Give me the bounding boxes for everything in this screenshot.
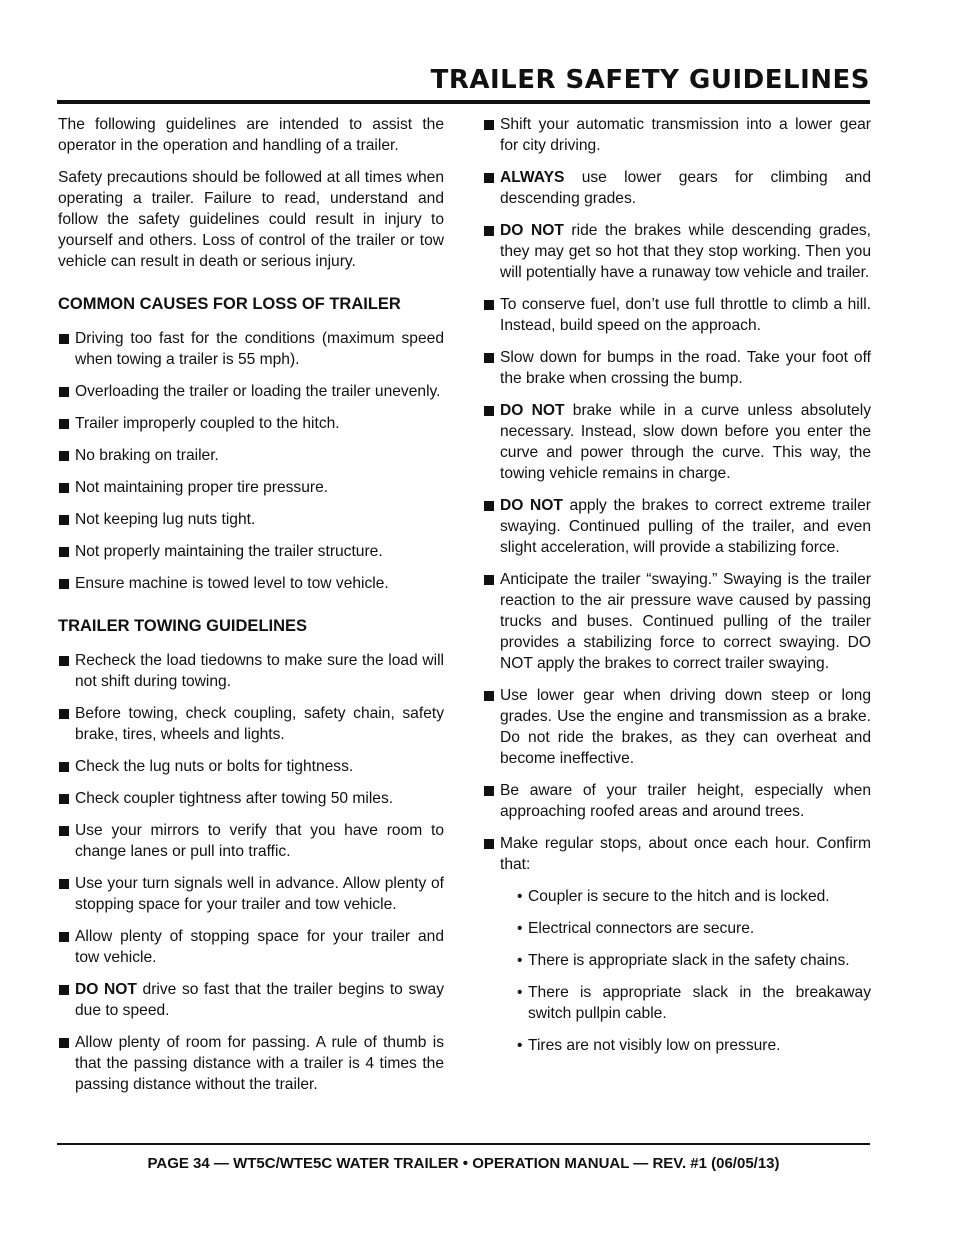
left-column: [58, 114, 444, 1106]
list-item: Not properly maintaining the trailer structure.: [58, 541, 444, 562]
square-bullet-icon: [484, 173, 494, 183]
square-bullet-icon: [59, 794, 69, 804]
checklist-item: • There is appropriate slack in the safety chains.: [517, 952, 850, 969]
dot-bullet-icon: •: [517, 920, 523, 937]
list-item: Slow down for bumps in the road. Take your foot off the brake when crossing the bump.: [483, 347, 871, 389]
square-bullet-icon: [59, 547, 69, 557]
header-rule: [57, 100, 870, 104]
square-bullet-icon: [484, 501, 494, 511]
square-bullet-icon: [484, 575, 494, 585]
towing-heading: TRAILER TOWING GUIDELINES: [58, 617, 308, 635]
list-item: Use lower gear when driving down steep or long grades. Use the engine and transmission as a brake. Do not ride the brakes, as they can overheat and become ineffective.: [483, 685, 871, 769]
square-bullet-icon: [484, 120, 494, 130]
list-item: DO NOT ride the brakes while descending grades, they may get so hot that they stop working. Then you will potentially have a runaway tow vehicle and trailer.: [483, 220, 871, 283]
square-bullet-icon: [59, 419, 69, 429]
square-bullet-icon: [59, 579, 69, 589]
square-bullet-icon: [59, 656, 69, 666]
list-item: Check the lug nuts or bolts for tightness.: [58, 756, 444, 777]
list-item: Make regular stops, about once each hour. Confirm that: • Coupler is secure to the hitch and is locked. • Electrical connectors are secure. • There is appropriate slack in the safety chains. • There is appropriate slack in the breakaway switch pullpin cable. • Tires are not visibly low on pressure.: [483, 833, 871, 1056]
list-item: Overloading the trailer or loading the trailer unevenly.: [58, 381, 444, 402]
list-item: No braking on trailer.: [58, 445, 444, 466]
causes-list: [58, 328, 444, 594]
list-item: Shift your automatic transmission into a lower gear for city driving.: [483, 114, 871, 156]
square-bullet-icon: [484, 839, 494, 849]
intro-paragraph: Safety precautions should be followed at all times when operating a trailer. Failure to read, understand and follow the safety guidelines could result in injury to yourself and others. Loss of control of the trailer or tow vehicle can result in death or serious injury.: [58, 169, 444, 270]
square-bullet-icon: [484, 406, 494, 416]
square-bullet-icon: [59, 985, 69, 995]
square-bullet-icon: [59, 387, 69, 397]
list-item: Recheck the load tiedowns to make sure the load will not shift during towing.: [58, 650, 444, 692]
causes-heading: COMMON CAUSES FOR LOSS OF TRAILER: [58, 295, 401, 313]
list-item: Use your mirrors to verify that you have room to change lanes or pull into traffic.: [58, 820, 444, 862]
square-bullet-icon: [59, 879, 69, 889]
list-item: Not keeping lug nuts tight.: [58, 509, 444, 530]
square-bullet-icon: [59, 709, 69, 719]
dot-bullet-icon: •: [517, 1037, 523, 1054]
list-item: DO NOT drive so fast that the trailer begins to sway due to speed.: [58, 979, 444, 1021]
list-item: Be aware of your trailer height, especially when approaching roofed areas and around trees.: [483, 780, 871, 822]
dot-bullet-icon: •: [517, 888, 523, 905]
dot-bullet-icon: •: [517, 952, 523, 969]
stop-checklist: [500, 886, 871, 1056]
list-item: To conserve fuel, don’t use full throttle to climb a hill. Instead, build speed on the approach.: [483, 294, 871, 336]
list-item: Use your turn signals well in advance. Allow plenty of stopping space for your trailer and tow vehicle.: [58, 873, 444, 915]
list-item: ALWAYS use lower gears for climbing and descending grades.: [483, 167, 871, 209]
intro-paragraph: The following guidelines are intended to assist the operator in the operation and handling of a trailer.: [58, 116, 444, 154]
driving-list: [483, 114, 871, 1056]
square-bullet-icon: [59, 826, 69, 836]
right-column: [483, 114, 871, 1067]
list-item: Driving too fast for the conditions (maximum speed when towing a trailer is 55 mph).: [58, 328, 444, 370]
square-bullet-icon: [484, 226, 494, 236]
footer-rule: [57, 1143, 870, 1145]
square-bullet-icon: [484, 691, 494, 701]
dot-bullet-icon: •: [517, 984, 523, 1001]
square-bullet-icon: [59, 762, 69, 772]
list-item: Anticipate the trailer “swaying.” Swaying is the trailer reaction to the air pressure wave caused by passing trucks and buses. Continued pulling of the trailer provides a stabilizing force to correct swaying. DO NOT apply the brakes to correct trailer swaying.: [483, 569, 871, 674]
square-bullet-icon: [59, 515, 69, 525]
checklist-item: • Tires are not visibly low on pressure.: [517, 1037, 781, 1054]
square-bullet-icon: [484, 300, 494, 310]
list-item: Allow plenty of stopping space for your trailer and tow vehicle.: [58, 926, 444, 968]
square-bullet-icon: [59, 451, 69, 461]
list-item: Not maintaining proper tire pressure.: [58, 477, 444, 498]
list-item: DO NOT brake while in a curve unless absolutely necessary. Instead, slow down before you enter the curve and power through the curve. This way, the towing vehicle remains in charge.: [483, 400, 871, 484]
square-bullet-icon: [59, 932, 69, 942]
list-item: Allow plenty of room for passing. A rule of thumb is that the passing distance with a trailer is 4 times the passing distance without the trailer.: [58, 1032, 444, 1095]
checklist-item: • Electrical connectors are secure.: [517, 920, 755, 937]
list-item: DO NOT apply the brakes to correct extreme trailer swaying. Continued pulling of the trailer, and even slight acceleration, will provide a stabilizing force.: [483, 495, 871, 558]
square-bullet-icon: [484, 353, 494, 363]
list-item: Ensure machine is towed level to tow vehicle.: [58, 573, 444, 594]
list-item: Before towing, check coupling, safety chain, safety brake, tires, wheels and lights.: [58, 703, 444, 745]
checklist-item: • Coupler is secure to the hitch and is locked.: [517, 888, 830, 905]
square-bullet-icon: [59, 334, 69, 344]
list-item: Check coupler tightness after towing 50 miles.: [58, 788, 444, 809]
page-title: TRAILER SAFETY GUIDELINES: [430, 65, 870, 95]
square-bullet-icon: [484, 786, 494, 796]
towing-list: [58, 650, 444, 1095]
list-item: Trailer improperly coupled to the hitch.: [58, 413, 444, 434]
page-footer: PAGE 34 — WT5C/WTE5C WATER TRAILER • OPERATION MANUAL — REV. #1 (06/05/13): [147, 1155, 780, 1172]
square-bullet-icon: [59, 1038, 69, 1048]
checklist-item: • There is appropriate slack in the breakaway switch pullpin cable.: [517, 984, 871, 1022]
square-bullet-icon: [59, 483, 69, 493]
